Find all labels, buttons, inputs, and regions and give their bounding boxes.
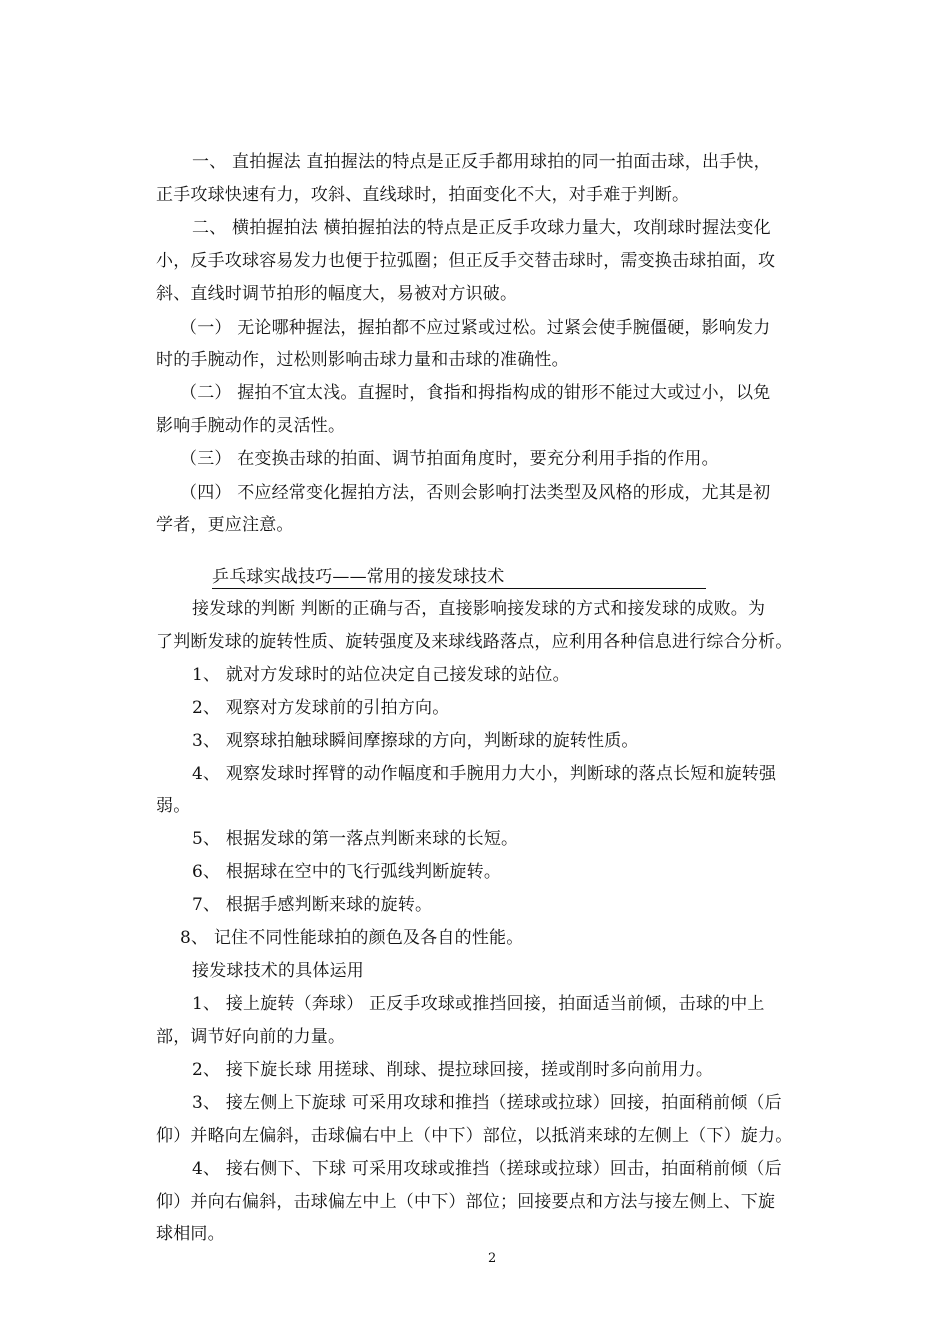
judge-item-8: 8、 记住不同性能球拍的颜色及各自的性能。 xyxy=(180,928,524,948)
grip-penhold-line-2: 正手攻球快速有力，攻斜、直线球时，拍面变化不大，对手难于判断。 xyxy=(156,185,690,205)
judge-item-4-line-2: 弱。 xyxy=(156,796,191,816)
grip-note-2-line-1: （二） 握拍不宜太浅。直握时，食指和拇指构成的钳形不能过大或过小，以免 xyxy=(180,383,771,403)
grip-penhold-line-1: 一、 直拍握法 直拍握法的特点是正反手都用球拍的同一拍面击球，出手快， xyxy=(192,152,771,172)
judge-item-5: 5、 根据发球的第一落点判断来球的长短。 xyxy=(192,829,519,849)
usage-item-1-line-1: 1、 接上旋转（奔球） 正反手攻球或推挡回接，拍面适当前倾，击球的中上 xyxy=(192,994,765,1014)
grip-note-1-line-1: （一） 无论哪种握法，握拍都不应过紧或过松。过紧会使手腕僵硬，影响发力 xyxy=(180,318,771,338)
judge-item-7: 7、 根据手感判断来球的旋转。 xyxy=(192,895,433,915)
receive-intro-line-1: 接发球的判断 判断的正确与否，直接影响接发球的方式和接发球的成败。为 xyxy=(192,599,766,619)
judge-item-6: 6、 根据球在空中的飞行弧线判断旋转。 xyxy=(192,862,502,882)
usage-item-3-line-2: 仰）并略向左偏斜，击球偏右中上（中下）部位，以抵消来球的左侧上（下）旋力。 xyxy=(156,1126,793,1146)
sub-heading: 接发球技术的具体运用 xyxy=(192,961,364,981)
grip-shakehand-line-3: 斜、直线时调节拍形的幅度大，易被对方识破。 xyxy=(156,284,518,304)
title-underline xyxy=(212,588,706,589)
usage-item-3-line-1: 3、 接左侧上下旋球 可采用攻球和推挡（搓球或拉球）回接，拍面稍前倾（后 xyxy=(192,1093,782,1113)
judge-item-1: 1、 就对方发球时的站位决定自己接发球的站位。 xyxy=(192,665,570,685)
grip-note-4-line-2: 学者，更应注意。 xyxy=(156,515,294,535)
section-title: 乒乓球实战技巧——常用的接发球技术 xyxy=(212,567,505,587)
judge-item-2: 2、 观察对方发球前的引拍方向。 xyxy=(192,698,450,718)
grip-note-1-line-2: 时的手腕动作，过松则影响击球力量和击球的准确性。 xyxy=(156,350,569,370)
judge-item-4-line-1: 4、 观察发球时挥臂的动作幅度和手腕用力大小，判断球的落点长短和旋转强 xyxy=(192,764,777,784)
grip-shakehand-line-1: 二、 横拍握拍法 横拍握拍法的特点是正反手攻球力量大，攻削球时握法变化 xyxy=(192,218,771,238)
grip-note-3-line-1: （三） 在变换击球的拍面、调节拍面角度时，要充分利用手指的作用。 xyxy=(180,449,719,469)
usage-item-2: 2、 接下旋长球 用搓球、削球、提拉球回接，搓或削时多向前用力。 xyxy=(192,1060,714,1080)
grip-note-4-line-1: （四） 不应经常变化握拍方法，否则会影响打法类型及风格的形成，尤其是初 xyxy=(180,483,771,503)
grip-note-2-line-2: 影响手腕动作的灵活性。 xyxy=(156,416,346,436)
usage-item-4-line-2: 仰）并向右偏斜，击球偏左中上（中下）部位；回接要点和方法与接左侧上、下旋 xyxy=(156,1192,776,1212)
page-number: 2 xyxy=(488,1251,497,1266)
judge-item-3: 3、 观察球拍触球瞬间摩擦球的方向，判断球的旋转性质。 xyxy=(192,731,639,751)
grip-shakehand-line-2: 小，反手攻球容易发力也便于拉弧圈；但正反手交替击球时，需变换击球拍面，攻 xyxy=(156,251,776,271)
usage-item-4-line-3: 球相同。 xyxy=(156,1224,225,1244)
usage-item-4-line-1: 4、 接右侧下、下球 可采用攻球或推挡（搓球或拉球）回击，拍面稍前倾（后 xyxy=(192,1159,782,1179)
usage-item-1-line-2: 部，调节好向前的力量。 xyxy=(156,1027,346,1047)
receive-intro-line-2: 了判断发球的旋转性质、旋转强度及来球线路落点，应利用各种信息进行综合分析。 xyxy=(156,632,793,652)
